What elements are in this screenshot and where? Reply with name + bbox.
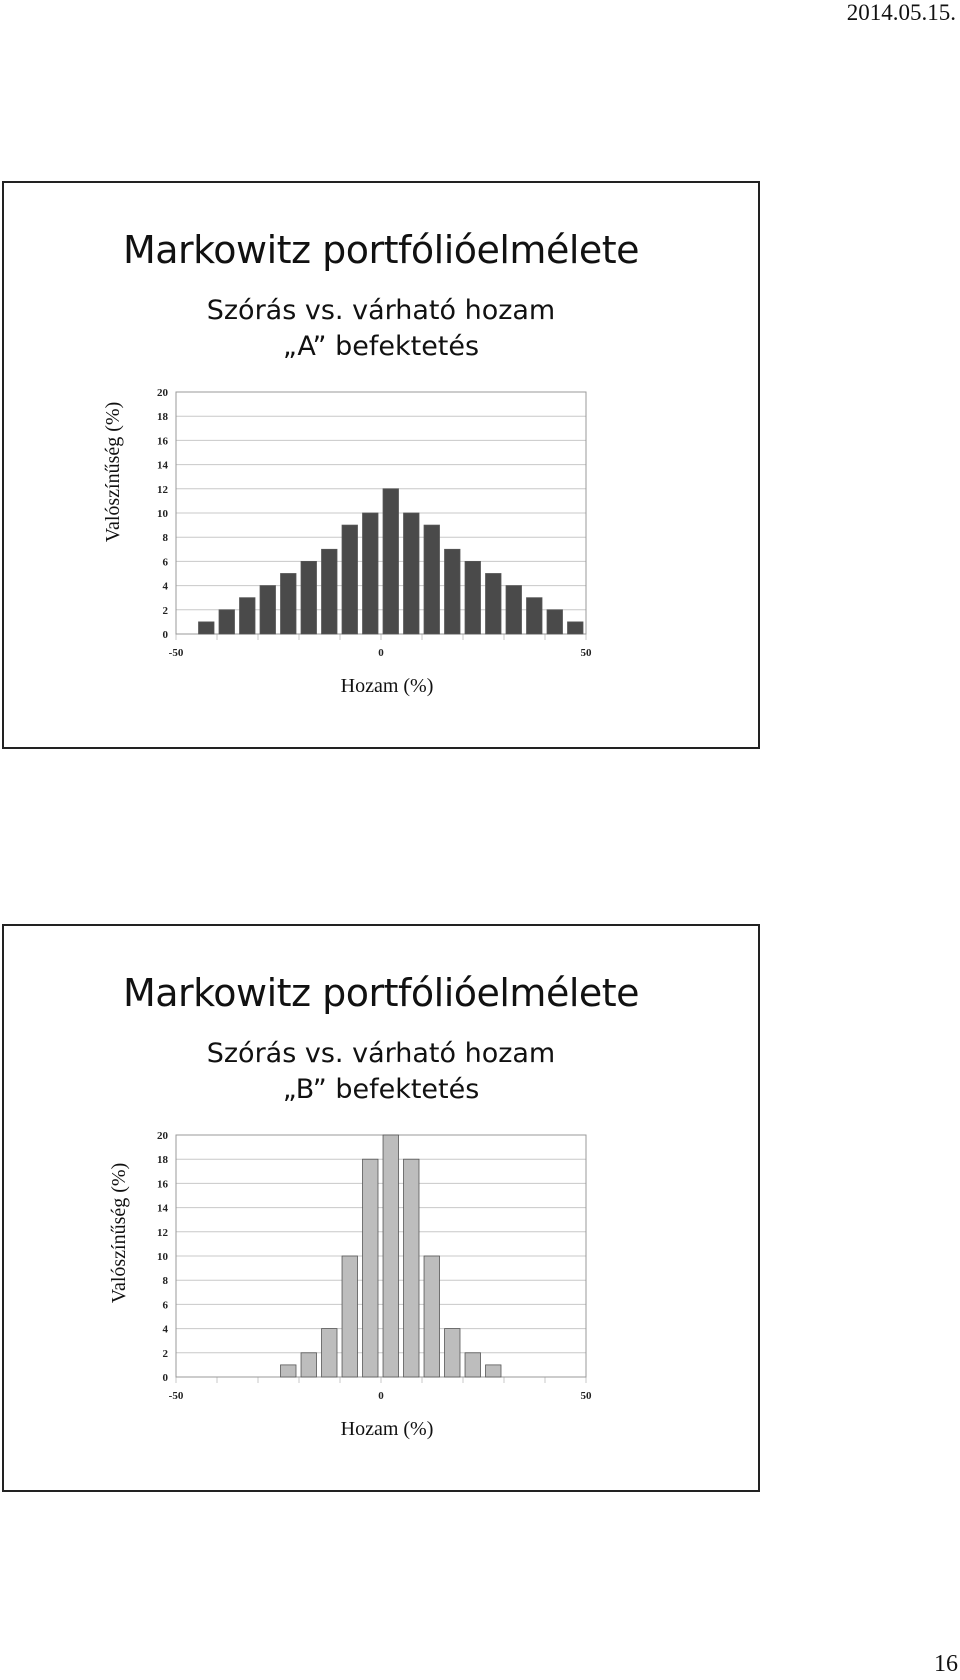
x-tick-label: 0	[378, 647, 384, 659]
bar	[342, 1256, 357, 1377]
bar	[506, 586, 521, 634]
y-axis-label: Valószínűség (%)	[102, 401, 124, 543]
y-tick-label: 12	[157, 1226, 168, 1239]
bar	[465, 1353, 480, 1377]
bar	[322, 549, 337, 634]
bar	[322, 1329, 337, 1377]
bar	[383, 1135, 398, 1377]
x-axis-label: Hozam (%)	[340, 675, 434, 697]
bar	[219, 610, 234, 634]
slide-subtitle: Szórás vs. várható hozam	[206, 1038, 556, 1069]
bar	[363, 513, 378, 634]
bar	[486, 574, 501, 635]
bar	[240, 598, 255, 634]
histogram-chart-b	[4, 926, 762, 1494]
y-tick-label: 20	[157, 1130, 168, 1142]
bar	[281, 574, 296, 635]
x-tick-label: 50	[580, 647, 592, 659]
slide-a	[2, 181, 760, 749]
y-tick-label: 6	[162, 1299, 168, 1312]
bar	[199, 622, 214, 634]
y-tick-label: 0	[162, 1372, 168, 1384]
x-tick-label: 50	[580, 1390, 592, 1402]
slide-b	[2, 924, 760, 1492]
x-tick-label: 0	[378, 1390, 384, 1402]
bar	[547, 610, 562, 634]
slide-subtitle-investment: „A” befektetés	[282, 331, 480, 362]
y-tick-label: 20	[157, 387, 168, 399]
bar	[404, 513, 419, 634]
y-tick-label: 0	[162, 629, 168, 641]
bar	[301, 1353, 316, 1377]
bar	[281, 1365, 296, 1377]
x-axis-label: Hozam (%)	[340, 1418, 434, 1440]
bar	[568, 622, 583, 634]
y-tick-label: 18	[157, 1154, 168, 1167]
bar	[527, 598, 542, 634]
bar	[404, 1159, 419, 1377]
y-tick-label: 12	[157, 483, 168, 496]
y-tick-label: 8	[162, 1275, 168, 1288]
y-tick-label: 8	[162, 532, 168, 545]
y-axis-label: Valószínűség (%)	[108, 1162, 130, 1304]
page-date: 2014.05.15.	[846, 0, 956, 25]
bar	[363, 1159, 378, 1377]
slide-title: Markowitz portfólióelmélete	[122, 971, 640, 1015]
page-number: 16	[934, 1651, 958, 1677]
y-tick-label: 6	[162, 556, 168, 569]
slide-subtitle: Szórás vs. várható hozam	[206, 295, 556, 326]
bar	[445, 549, 460, 634]
x-tick-label: -50	[168, 1390, 184, 1402]
x-tick-label: -50	[168, 647, 184, 659]
y-tick-label: 16	[157, 435, 168, 448]
bar	[424, 1256, 439, 1377]
y-tick-label: 2	[162, 1347, 168, 1360]
y-tick-label: 14	[157, 1202, 168, 1215]
bar	[301, 561, 316, 634]
y-tick-label: 10	[157, 508, 168, 520]
slide-subtitle-investment: „B” befektetés	[282, 1074, 480, 1105]
histogram-chart-a	[4, 183, 762, 751]
bar	[445, 1329, 460, 1377]
y-tick-label: 18	[157, 411, 168, 424]
bar	[486, 1365, 501, 1377]
y-tick-label: 10	[157, 1251, 168, 1263]
y-tick-label: 16	[157, 1178, 168, 1191]
bar	[383, 489, 398, 634]
y-tick-label: 4	[162, 580, 168, 593]
bar	[342, 525, 357, 634]
slide-title: Markowitz portfólióelmélete	[122, 228, 640, 272]
y-tick-label: 14	[157, 459, 168, 472]
y-tick-label: 2	[162, 604, 168, 617]
bar	[465, 561, 480, 634]
bar	[424, 525, 439, 634]
bar	[260, 586, 275, 634]
y-tick-label: 4	[162, 1323, 168, 1336]
